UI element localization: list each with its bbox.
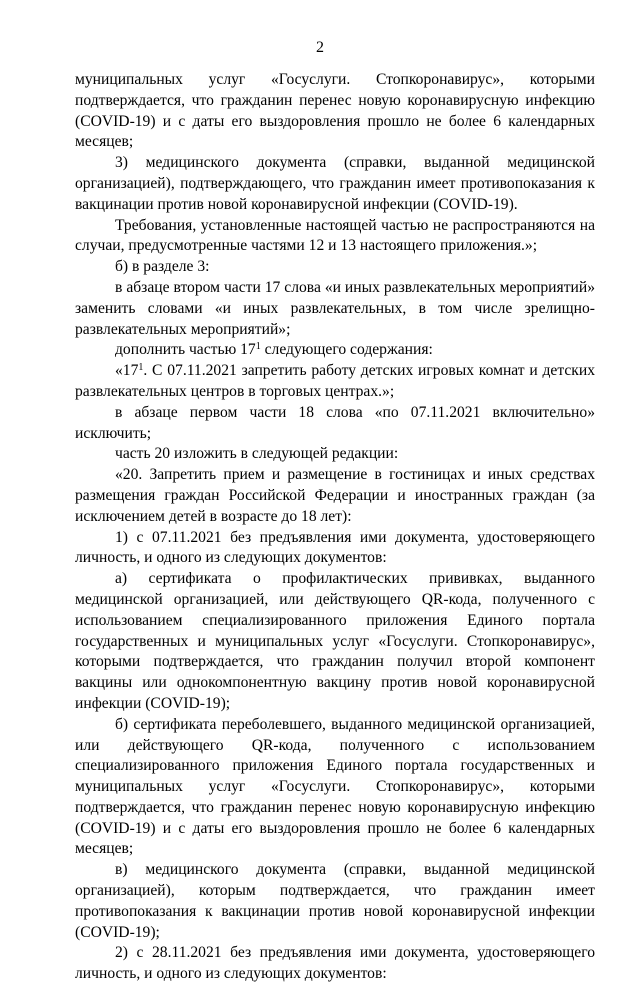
- paragraph: муниципальных услуг «Госуслуги. Стопкоронавирус», которыми подтверждается, что гражданин перенес новую коронавирусную инфекцию (COVID-19) и с даты его выздоровления прошло не более 6 календарных месяцев;: [75, 71, 595, 151]
- paragraph: в абзаце первом части 18 слова «по 07.11.2021 включительно» исключить;: [75, 403, 595, 442]
- paragraph: 1) с 07.11.2021 без предъявления ими документа, удостоверяющего личность, и одного из следующих документов:: [75, 528, 595, 567]
- text-run: дополнить частью 17: [115, 341, 256, 359]
- paragraph: б) сертификата переболевшего, выданного медицинской организацией, или действующего QR-кода, полученного с использованием специализированного приложения Единого портала государственных и муниципальных услуг «Госуслуги. Стопкоронавирус», которыми подтверждается, что гражданин перенес новую коронавирусную инфекцию (COVID-19) и с даты его выздоровления прошло не более 6 календарных месяцев;: [75, 715, 595, 858]
- paragraph: «20. Запретить прием и размещение в гостиницах и иных средствах размещения граждан Российской Федерации и иностранных граждан (за исключением детей в возрасте до 18 лет):: [75, 466, 595, 525]
- paragraph: в) медицинского документа (справки, выданной медицинской организацией), которым подтверждается, что гражданин имеет противопоказания к вакцинации против новой коронавирусной инфекции (COVID-19);: [75, 861, 595, 941]
- paragraph: 3) медицинского документа (справки, выданной медицинской организацией), подтверждающего, что гражданин имеет противопоказания к вакцинации против новой коронавирусной инфекции (COVID-19).: [75, 154, 595, 213]
- text-run: «17: [115, 362, 139, 380]
- paragraph: б) в разделе 3:: [115, 258, 210, 276]
- text-run: . С 07.11.2021 запретить работу детских игровых комнат и детских развлекательных центров в торговых центрах.»;: [75, 362, 595, 400]
- paragraph: [75, 361, 595, 403]
- paragraph: часть 20 изложить в следующей редакции:: [115, 445, 399, 463]
- document-body: [75, 70, 595, 985]
- superscript: 1: [255, 341, 261, 353]
- paragraph: 2) с 28.11.2021 без предъявления ими документа, удостоверяющего личность, и одного из следующих документов:: [75, 944, 595, 983]
- paragraph: [75, 340, 595, 361]
- text-run: следующего содержания:: [260, 341, 433, 359]
- paragraph: Требования, установленные настоящей частью не распространяются на случаи, предусмотренные частями 12 и 13 настоящего приложения.»;: [75, 216, 595, 255]
- paragraph: в абзаце втором части 17 слова «и иных развлекательных мероприятий» заменить словами «и иных развлекательных, в том числе зрелищно-развлекательных мероприятий»;: [75, 278, 595, 338]
- superscript: 1: [138, 362, 144, 374]
- paragraph: а) сертификата о профилактических прививках, выданного медицинской организацией, или действующего QR-кода, полученного с использованием специализированного приложения Единого портала государственных и муниципальных услуг «Госуслуги. Стопкоронавирус», которыми подтверждается, что гражданин получил второй компонент вакцины или однокомпонентную вакцину против новой коронавирусной инфекции (COVID-19);: [75, 570, 595, 712]
- page-number: 2: [316, 39, 324, 56]
